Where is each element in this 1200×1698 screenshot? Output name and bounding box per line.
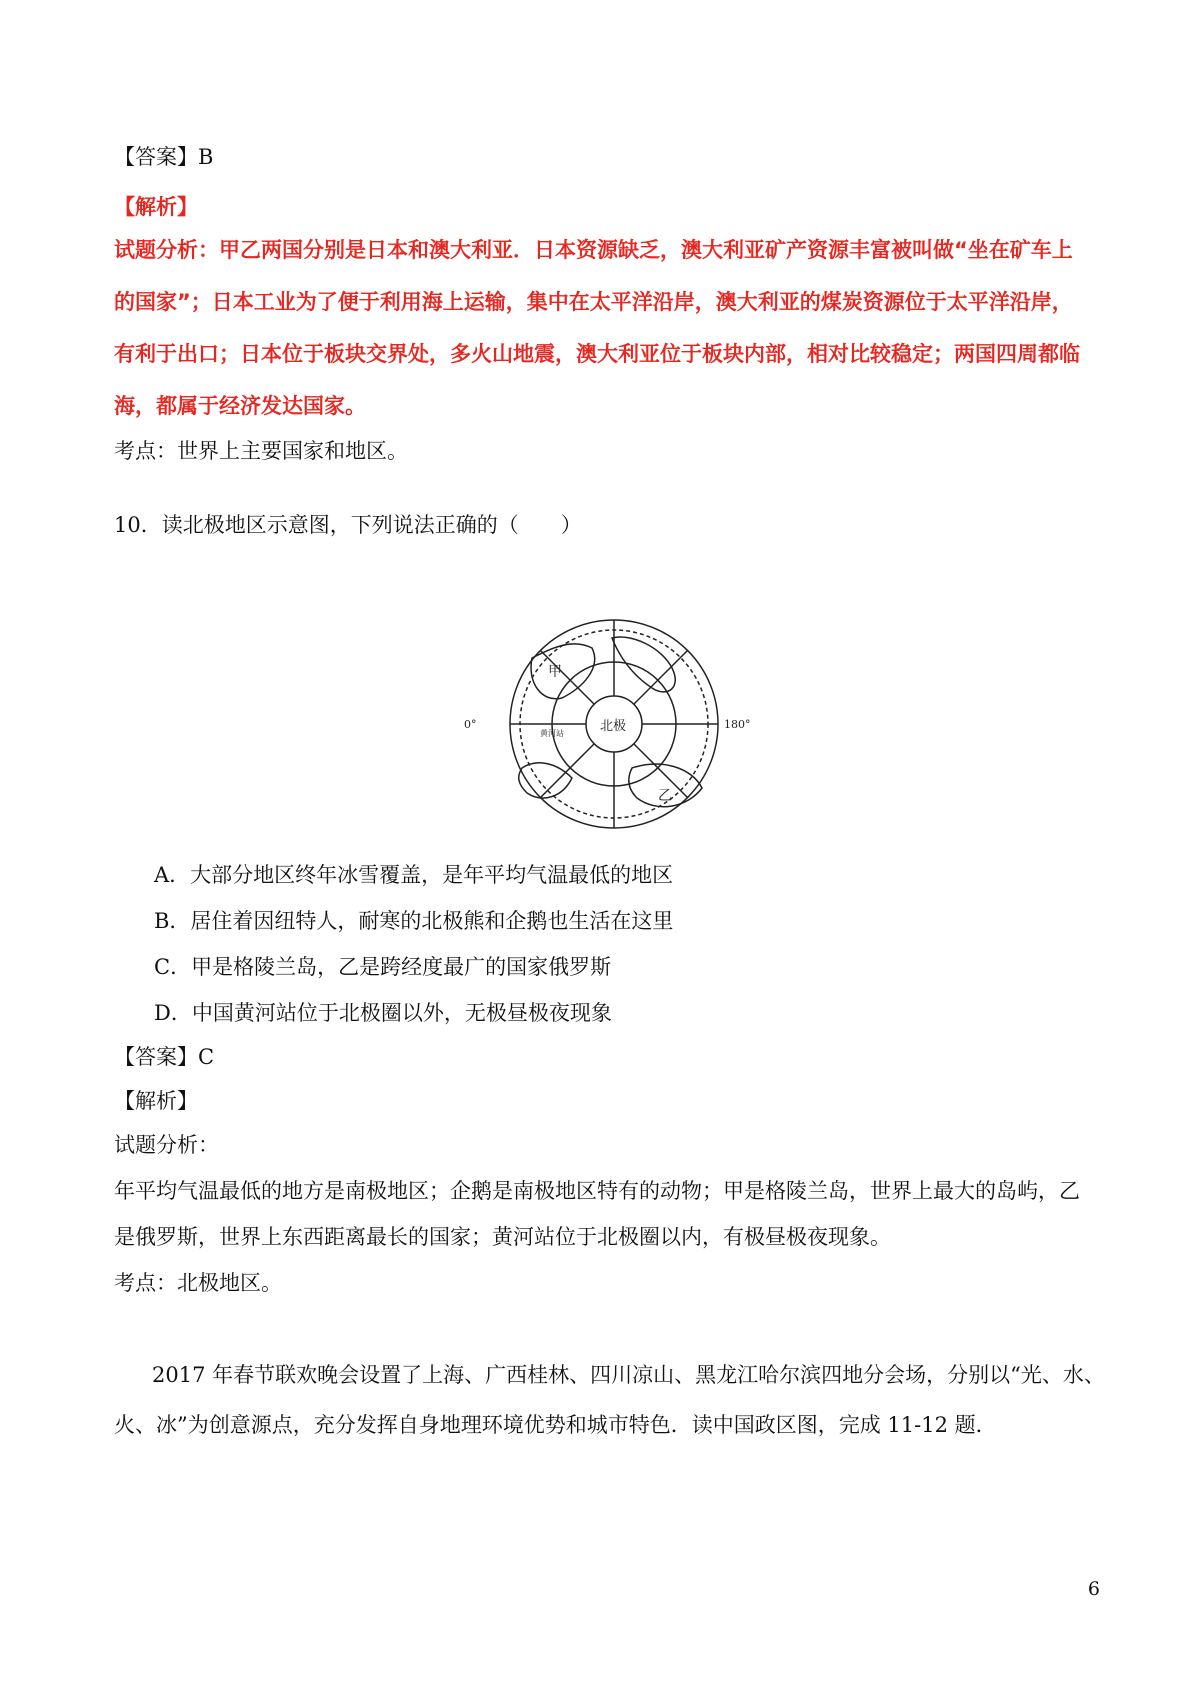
q9-analysis-line-3: 有利于出口；日本位于板块交界处，多火山地震，澳大利亚位于板块内部，相对比较稳定；两国四周都临 <box>114 342 1080 366</box>
label-180-degree: 180° <box>724 718 751 731</box>
page-number: 6 <box>1087 1578 1100 1600</box>
q10-option-d: D．中国黄河站位于北极圈以外，无极昼极夜现象 <box>154 1001 612 1025</box>
label-north-pole: 北极 <box>600 719 627 734</box>
q9-analysis-line-1: 试题分析：甲乙两国分别是日本和澳大利亚．日本资源缺乏，澳大利亚矿产资源丰富被叫做“坐在矿车上 <box>114 238 1073 262</box>
q10-answer: 【答案】C <box>114 1045 215 1069</box>
label-station: 黄河站 <box>540 729 564 738</box>
label-jia: 甲 <box>548 664 562 680</box>
q10-stem: 10．读北极地区示意图，下列说法正确的（ ） <box>114 513 582 537</box>
q10-analysis-label: 试题分析： <box>114 1133 219 1157</box>
q10-kaodian: 考点：北极地区。 <box>114 1271 282 1295</box>
arctic-map-figure <box>462 618 766 830</box>
passage-line-1: 2017 年春节联欢晚会设置了上海、广西桂林、四川凉山、黑龙江哈尔滨四地分会场，分别以“光、水、 <box>152 1363 1105 1387</box>
greenland-shape <box>531 644 595 699</box>
q10-option-c: C．甲是格陵兰岛，乙是跨经度最广的国家俄罗斯 <box>154 955 612 979</box>
label-0-degree: 0° <box>464 718 477 731</box>
q10-analysis-line-2: 是俄罗斯，世界上东西距离最长的国家；黄河站位于北极圈以内，有极昼极夜现象。 <box>114 1225 891 1249</box>
q9-analysis-line-4: 海，都属于经济发达国家。 <box>114 394 366 418</box>
q10-analysis-line-1: 年平均气温最低的地方是南极地区；企鹅是南极地区特有的动物；甲是格陵兰岛，世界上最大的岛屿，乙 <box>114 1179 1080 1203</box>
q9-analysis-line-2: 的国家”；日本工业为了便于利用海上运输，集中在太平洋沿岸，澳大利亚的煤炭资源位于太平洋沿岸， <box>114 290 1073 314</box>
q10-option-b: B．居住着因纽特人，耐寒的北极熊和企鹅也生活在这里 <box>154 909 674 933</box>
q10-option-a: A．大部分地区终年冰雪覆盖，是年平均气温最低的地区 <box>154 863 674 887</box>
q9-answer: 【答案】B <box>114 145 214 169</box>
passage-line-2: 火、冰”为创意源点，充分发挥自身地理环境优势和城市特色．读中国政区图，完成 11-12 题． <box>114 1413 997 1437</box>
label-yi: 乙 <box>658 788 672 804</box>
q9-kaodian: 考点：世界上主要国家和地区。 <box>114 439 408 463</box>
q10-analysis-head: 【解析】 <box>114 1089 198 1113</box>
q9-analysis-head: 【解析】 <box>114 195 198 219</box>
